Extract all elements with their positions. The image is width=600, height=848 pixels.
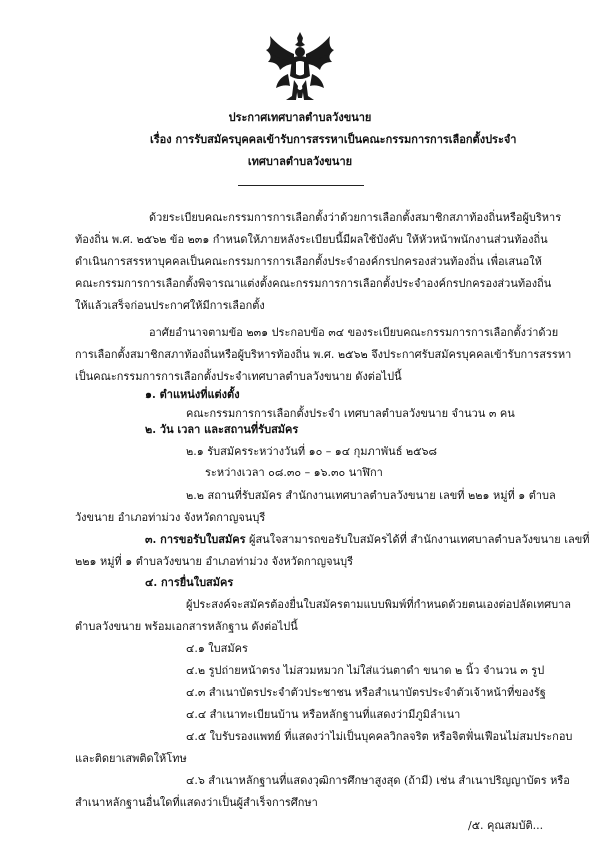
section-4-item-6-line-2: สำเนาหลักฐานอื่นใดที่แสดงว่าเป็นผู้สำเร็จการศึกษา bbox=[75, 796, 318, 809]
section-4-item-3: ๔.๓ สำเนาบัตรประจำตัวประชาชน หรือสำเนาบัตรประจำตัวเจ้าหน้าที่ของรัฐ bbox=[186, 686, 546, 699]
intro-line-3: ดำเนินการสรรหาบุคคลเป็นคณะกรรมการการเลือกตั้งประจำองค์กรปกครองส่วนท้องถิ่น เพื่อเสนอให้ bbox=[75, 255, 542, 268]
section-4-item-5-line-1: ๔.๕ ใบรับรองแพทย์ ที่แสดงว่าไม่เป็นบุคคลวิกลจริต หรือจิตฟั่นเฟือนไม่สมประกอบ bbox=[186, 730, 573, 743]
section-4-item-5-line-2: และติดยาเสพติดให้โทษ bbox=[75, 752, 187, 765]
section-2-item-1: ๒.๑ รับสมัครระหว่างวันที่ ๑๐ – ๑๔ กุมภาพันธ์ ๒๕๖๘ bbox=[186, 445, 437, 458]
section-2-item-2-line-1: ๒.๒ สถานที่รับสมัคร สำนักงานเทศบาลตำบลวังขนาย เลขที่ ๒๒๑ หมู่ที่ ๑ ตำบล bbox=[186, 489, 556, 502]
section-3-heading: ๓. การขอรับใบสมัคร bbox=[145, 533, 246, 546]
intro-line-2: ท้องถิ่น พ.ศ. ๒๕๖๒ ข้อ ๒๓๑ กำหนดให้ภายหลังระเบียบนี้มีผลใช้บังคับ ให้หัวหน้าพนักงานส่วนท้องถิ่น bbox=[75, 233, 548, 246]
section-4-item-4: ๔.๔ สำเนาทะเบียนบ้าน หรือหลักฐานที่แสดงว่ามีภูมิลำเนา bbox=[186, 708, 461, 721]
section-3-line-2: ๒๒๑ หมู่ที่ ๑ ตำบลวังขนาย อำเภอท่าม่วง จังหวัดกาญจนบุรี bbox=[75, 555, 354, 568]
authority-line-3: เป็นคณะกรรมการการเลือกตั้งประจำเทศบาลตำบลวังขนาย ดังต่อไปนี้ bbox=[75, 370, 402, 383]
garuda-emblem-icon bbox=[258, 30, 342, 104]
section-4-item-6-line-1: ๔.๖ สำเนาหลักฐานที่แสดงวุฒิการศึกษาสูงสุด (ถ้ามี) เช่น สำเนาปริญญาบัตร หรือ bbox=[186, 774, 570, 787]
intro-line-4: คณะกรรมการการเลือกตั้งพิจารณาแต่งตั้งคณะกรรมการการเลือกตั้งประจำองค์กรปกครองส่วนท้องถิ่น bbox=[75, 277, 552, 290]
subject-line-1: เรื่อง การรับสมัครบุคคลเข้ารับการสรรหาเป็นคณะกรรมการการเลือกตั้งประจำ bbox=[150, 133, 517, 146]
continuation-note: /๕. คุณสมบัติ... bbox=[468, 819, 544, 832]
intro-line-5: ให้แล้วเสร็จก่อนประกาศให้มีการเลือกตั้ง bbox=[75, 299, 265, 312]
section-4-item-2: ๔.๒ รูปถ่ายหน้าตรง ไม่สวมหมวก ไม่ใส่แว่นตาดำ ขนาด ๒ นิ้ว จำนวน ๓ รูป bbox=[186, 664, 545, 677]
subject-line-2: เทศบาลตำบลวังขนาย bbox=[247, 155, 353, 168]
authority-line-1: อาศัยอำนาจตามข้อ ๒๓๑ ประกอบข้อ ๓๔ ของระเบียบคณะกรรมการการเลือกตั้งว่าด้วย bbox=[149, 326, 559, 339]
section-2-item-2-line-2: วังขนาย อำเภอท่าม่วง จังหวัดกาญจนบุรี bbox=[75, 511, 266, 524]
intro-line-1: ด้วยระเบียบคณะกรรมการการเลือกตั้งว่าด้วยการเลือกตั้งสมาชิกสภาท้องถิ่นหรือผู้บริหาร bbox=[149, 211, 562, 224]
section-4-intro-line-1: ผู้ประสงค์จะสมัครต้องยื่นใบสมัครตามแบบพิมพ์ที่กำหนดด้วยตนเองต่อปลัดเทศบาล bbox=[186, 598, 571, 611]
section-3-text: ผู้สนใจสามารถขอรับใบสมัครได้ที่ สำนักงานเทศบาลตำบลวังขนาย เลขที่ bbox=[245, 533, 590, 546]
section-3-line-1 bbox=[145, 533, 590, 547]
header-divider bbox=[238, 185, 364, 186]
section-1-text: คณะกรรมการการเลือกตั้งประจำ เทศบาลตำบลวังขนาย จำนวน ๓ คน bbox=[186, 407, 515, 420]
section-2-item-1-time: ระหว่างเวลา ๐๘.๓๐ – ๑๖.๓๐ นาฬิกา bbox=[205, 466, 383, 479]
section-4-item-1: ๔.๑ ใบสมัคร bbox=[186, 642, 248, 655]
authority-line-2: การเลือกตั้งสมาชิกสภาท้องถิ่นหรือผู้บริหารท้องถิ่น พ.ศ. ๒๕๖๒ จึงประกาศรับสมัครบุคคลเข้ารับการสรรหา bbox=[75, 348, 572, 361]
section-4-intro-line-2: ตำบลวังขนาย พร้อมเอกสารหลักฐาน ดังต่อไปนี้ bbox=[75, 620, 298, 633]
section-2-heading: ๒. วัน เวลา และสถานที่รับสมัคร bbox=[145, 423, 299, 436]
section-4-heading: ๔. การยื่นใบสมัคร bbox=[145, 576, 234, 589]
section-1-heading: ๑. ตำแหน่งที่แต่งตั้ง bbox=[145, 388, 240, 401]
announcement-title: ประกาศเทศบาลตำบลวังขนาย bbox=[228, 111, 372, 124]
